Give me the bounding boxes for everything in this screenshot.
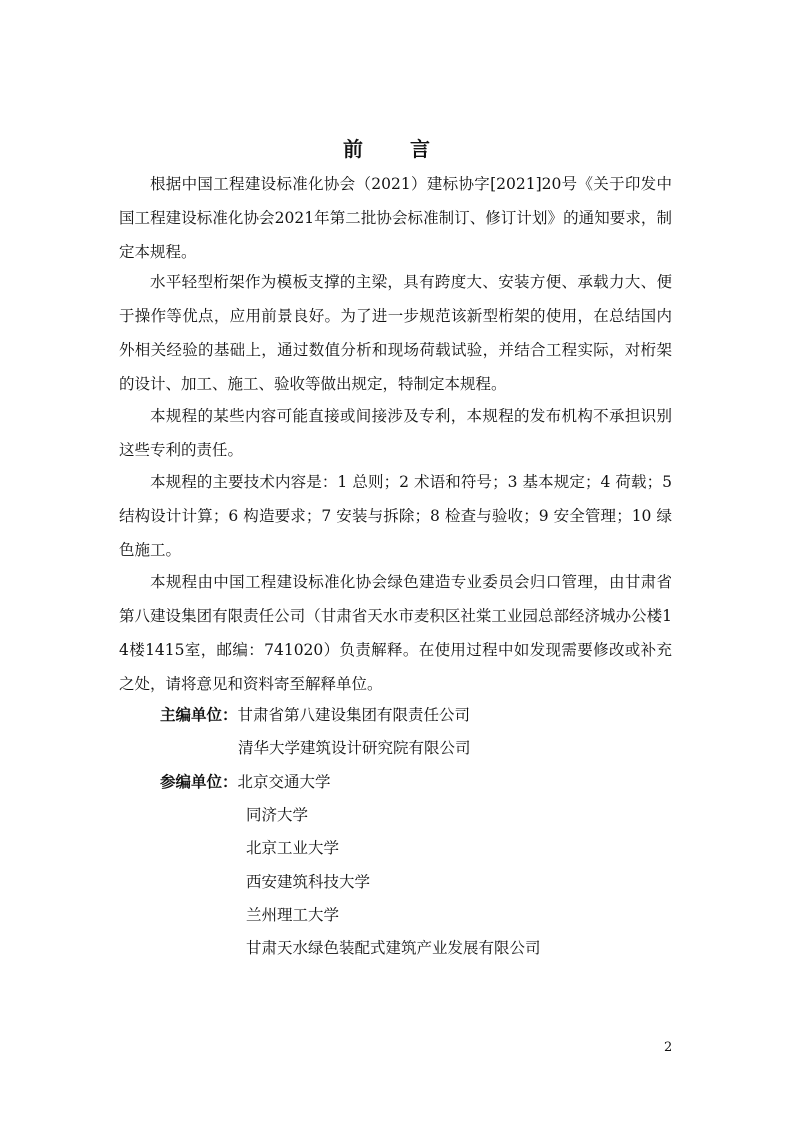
participant-unit: 兰州理工大学 bbox=[246, 906, 340, 924]
chief-editor-unit: 甘肃省第八建设集团有限责任公司 bbox=[237, 706, 471, 724]
chief-editor-row bbox=[160, 698, 470, 732]
chief-editor-label: 主编单位： bbox=[160, 706, 238, 724]
participant-unit: 西安建筑科技大学 bbox=[246, 873, 371, 891]
paragraph-5: 本规程由中国工程建设标准化协会绿色建造专业委员会归口管理，由甘肃省第八建设集团有限责任公司（甘肃省天水市麦积区社棠工业园总部经济城办公楼14楼1415室，邮编：741020）负责解释。在使用过程中如发现需要修改或补充之处，请将意见和资料寄至解释单位。 bbox=[119, 573, 672, 693]
paragraph-1: 根据中国工程建设标准化协会（2021）建标协字[2021]20号《关于印发中国工程建设标准化协会2021年第二批协会标准制订、修订计划》的通知要求，制定本规程。 bbox=[119, 175, 672, 261]
page-title: 前 言 bbox=[343, 137, 450, 161]
participants-label: 参编单位： bbox=[160, 773, 238, 791]
paragraph-3: 本规程的某些内容可能直接或间接涉及专利，本规程的发布机构不承担识别这些专利的责任。 bbox=[119, 407, 672, 459]
participant-unit: 北京工业大学 bbox=[246, 839, 340, 857]
chief-editor-unit: 清华大学建筑设计研究院有限公司 bbox=[238, 739, 471, 757]
participants-row bbox=[160, 765, 331, 799]
paragraph-2: 水平轻型桁架作为模板支撑的主梁，具有跨度大、安装方便、承载力大、便于操作等优点，应用前景良好。为了进一步规范该新型桁架的使用，在总结国内外相关经验的基础上，通过数值分析和现场荷载试验，并结合工程实际，对桁架的设计、加工、施工、验收等做出规定，特制定本规程。 bbox=[119, 273, 672, 393]
page-number: 2 bbox=[664, 1040, 673, 1055]
participant-unit: 甘肃天水绿色装配式建筑产业发展有限公司 bbox=[246, 939, 541, 957]
participant-unit: 北京交通大学 bbox=[237, 773, 331, 791]
paragraph-4: 本规程的主要技术内容是：1 总则；2 术语和符号；3 基本规定；4 荷载；5 结构设计计算；6 构造要求；7 安装与拆除；8 检查与验收；9 安全管理；10 绿色施工。 bbox=[119, 473, 672, 559]
participant-unit: 同济大学 bbox=[246, 806, 309, 824]
